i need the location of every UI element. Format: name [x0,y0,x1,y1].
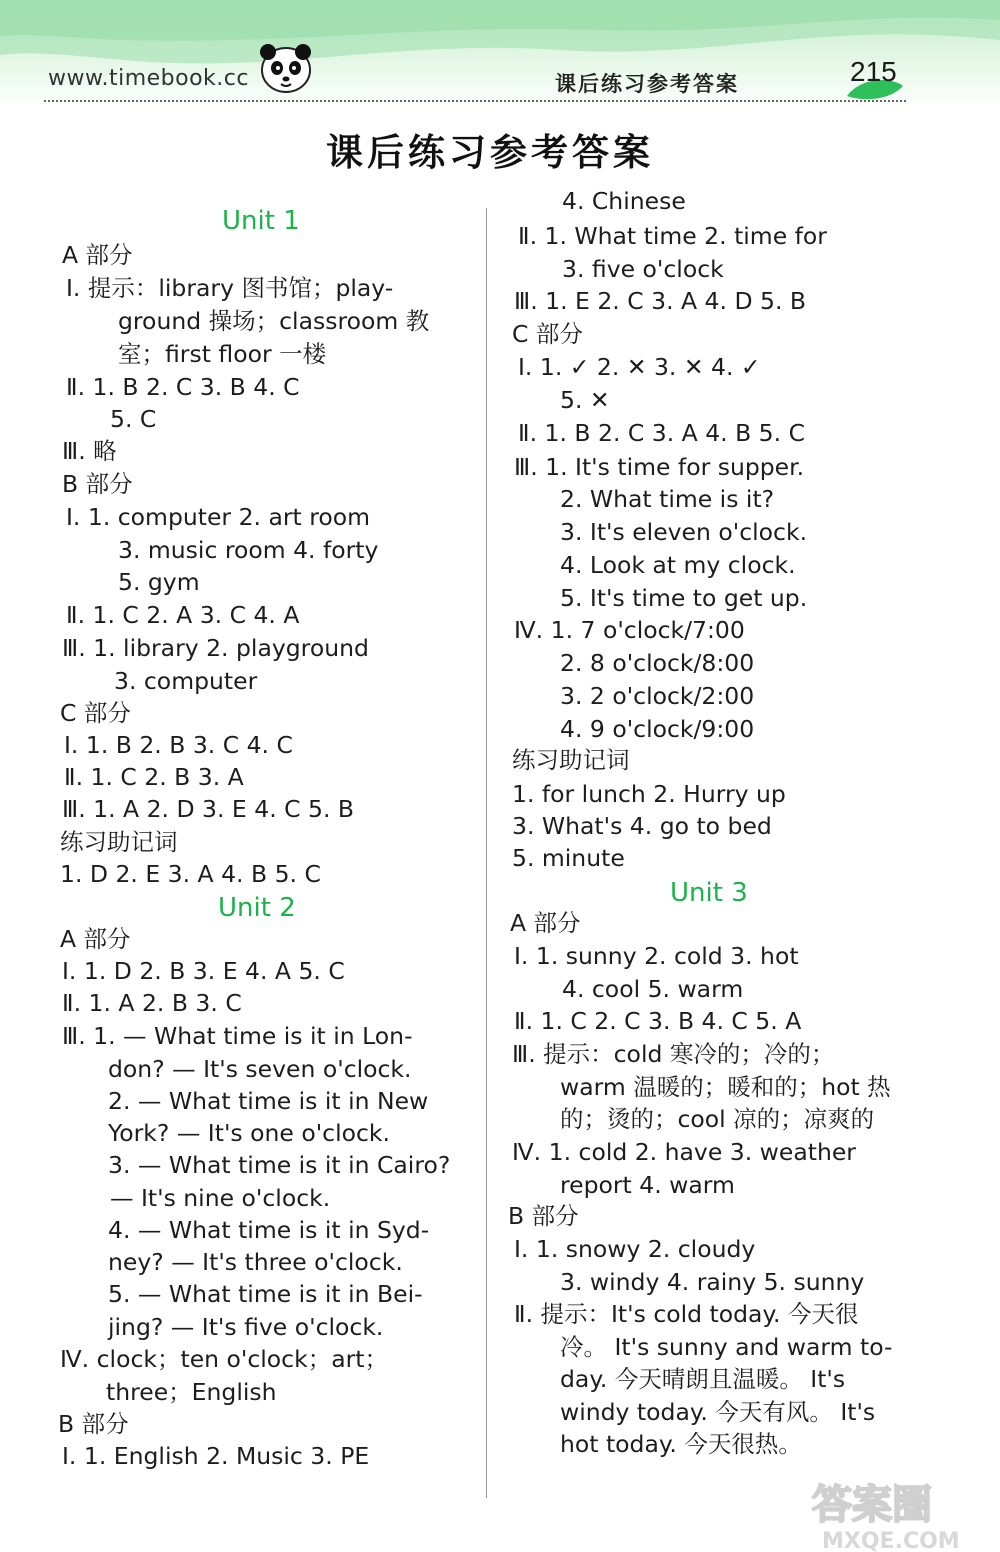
answer-line: Ⅰ. 1. computer 2. art room [66,503,370,531]
answer-line: Ⅰ. 1. English 2. Music 3. PE [62,1442,370,1470]
answer-line: Ⅲ. 1. — What time is it in Lon- [62,1022,413,1050]
answer-line: 3. What's 4. go to bed [512,812,772,840]
answer-line: 3. It's eleven o'clock. [560,518,808,546]
answer-line: 5. — What time is it in Bei- [108,1280,423,1308]
answer-line: windy today. 今天有风。 It's [560,1398,876,1426]
answer-line: 练习助记词 [512,746,630,774]
answer-line: Ⅱ. 1. B 2. C 3. A 4. B 5. C [518,419,805,447]
answer-line: 5. ✕ [560,386,610,414]
answer-line: Ⅱ. 1. C 2. C 3. B 4. C 5. A [514,1007,802,1035]
unit-heading: Unit 3 [670,878,748,908]
answer-line: 4. Look at my clock. [560,551,796,579]
answer-line: Ⅱ. 提示：It's cold today. 今天很 [514,1300,859,1328]
answer-line: don? — It's seven o'clock. [108,1055,412,1083]
answer-line: 室；first floor 一楼 [118,340,327,368]
answer-line: Ⅱ. 1. What time 2. time for [518,222,827,250]
answer-line: Ⅰ. 1. snowy 2. cloudy [514,1235,756,1263]
svg-text:MXQE.COM: MXQE.COM [822,1529,960,1552]
answer-line: Ⅰ. 1. D 2. B 3. E 4. A 5. C [62,957,345,985]
answer-line: Ⅲ. 1. A 2. D 3. E 4. C 5. B [62,795,355,823]
answer-line: 冷。 It's sunny and warm to- [560,1333,893,1361]
answer-line: A 部分 [510,909,581,937]
answer-line: 练习助记词 [60,828,178,856]
answer-line: ney? — It's three o'clock. [108,1248,403,1276]
answer-line: 2. 8 o'clock/8:00 [560,649,755,677]
answer-line: Ⅳ. 1. cold 2. have 3. weather [512,1138,856,1166]
answer-line: 2. — What time is it in New [108,1087,429,1115]
answer-line: B 部分 [62,470,133,498]
answer-line: A 部分 [60,925,131,953]
answer-line: three；English [106,1378,277,1406]
answer-line: 2. What time is it? [560,485,775,513]
answer-line: B 部分 [58,1410,129,1438]
answer-line: Ⅲ. 提示：cold 寒冷的；冷的； [512,1040,835,1068]
answer-line: Ⅰ. 1. sunny 2. cold 3. hot [514,942,799,970]
answer-line: 3. computer [114,667,258,695]
answer-line: 3. five o'clock [562,255,724,283]
answer-line: 5. minute [512,844,625,872]
answer-line: hot today. 今天很热。 [560,1430,802,1458]
answer-line: Ⅲ. 略 [62,437,117,465]
header-divider [44,100,906,102]
answer-line: Ⅰ. 1. B 2. B 3. C 4. C [64,731,293,759]
answer-line: A 部分 [62,241,133,269]
answer-line: C 部分 [60,699,131,727]
answer-line: warm 温暖的；暖和的；hot 热 [560,1073,891,1101]
page-number: 215 [850,56,897,87]
answer-line: Ⅲ. 1. It's time for supper. [514,453,805,481]
answer-line: — It's nine o'clock. [110,1184,331,1212]
answer-line: Ⅲ. 1. E 2. C 3. A 4. D 5. B [514,287,807,315]
answer-line: C 部分 [512,320,583,348]
answer-line: 1. for lunch 2. Hurry up [512,780,786,808]
answer-line: ground 操场；classroom 教 [118,307,430,335]
svg-text:答案圈: 答案圈 [812,1482,932,1528]
site-url: www.timebook.cc [48,66,249,91]
answer-line: Ⅱ. 1. C 2. B 3. A [64,763,244,791]
page-title: 课后练习参考答案 [326,130,654,174]
panda-mascot-icon [255,38,317,96]
answer-line: Ⅲ. 1. library 2. playground [62,634,369,662]
unit-heading: Unit 1 [222,206,300,236]
answer-line: Ⅳ. 1. 7 o'clock/7:00 [514,616,745,644]
answer-line: 1. D 2. E 3. A 4. B 5. C [60,860,321,888]
answer-line: 4. cool 5. warm [562,975,744,1003]
answer-line: Ⅰ. 提示：library 图书馆；play- [66,274,394,302]
answer-line: B 部分 [508,1202,579,1230]
answer-line: jing? — It's five o'clock. [108,1313,384,1341]
answer-line: 4. 9 o'clock/9:00 [560,715,755,743]
answer-line: 5. C [110,405,157,433]
answer-line: Ⅱ. 1. B 2. C 3. B 4. C [66,373,300,401]
answer-line: York? — It's one o'clock. [108,1119,390,1147]
answer-line: Ⅱ. 1. A 2. B 3. C [62,989,242,1017]
answer-line: Ⅱ. 1. C 2. A 3. C 4. A [66,601,300,629]
header-title: 课后练习参考答案 [555,71,739,96]
column-divider [486,208,487,1498]
answer-line: 3. 2 o'clock/2:00 [560,682,755,710]
answer-line: 的；烫的；cool 凉的；凉爽的 [560,1105,875,1133]
answer-line: 5. It's time to get up. [560,584,808,612]
answer-line: 4. Chinese [562,187,686,215]
unit-heading: Unit 2 [218,893,296,923]
answer-line: 3. windy 4. rainy 5. sunny [560,1268,865,1296]
answer-line: 4. — What time is it in Syd- [108,1216,430,1244]
answer-line: 3. — What time is it in Cairo? [108,1151,451,1179]
watermark-logo [782,1478,997,1552]
answer-line: 5. gym [118,568,200,596]
answer-line: Ⅳ. clock；ten o'clock；art； [60,1345,388,1373]
answer-line: day. 今天晴朗且温暖。 It's [560,1365,846,1393]
answer-line: report 4. warm [560,1171,735,1199]
answer-line: 3. music room 4. forty [118,536,379,564]
answer-line: Ⅰ. 1. ✓ 2. ✕ 3. ✕ 4. ✓ [518,353,761,381]
